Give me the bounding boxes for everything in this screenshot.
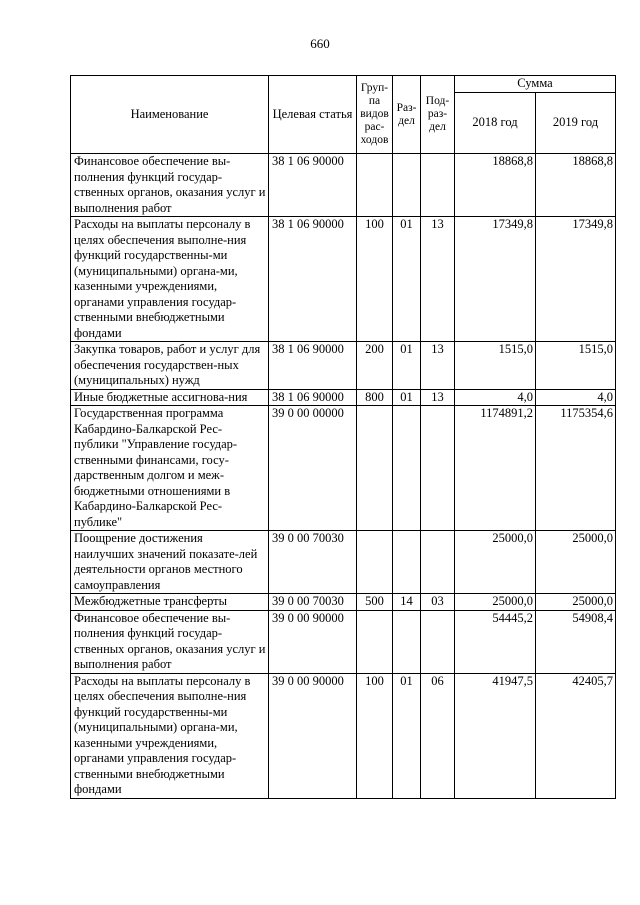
- row-section: [393, 610, 421, 673]
- row-sum-2019: 42405,7: [536, 673, 616, 798]
- row-subsection: 13: [421, 217, 455, 342]
- row-target: 38 1 06 90000: [269, 217, 357, 342]
- row-name: Расходы на выплаты персоналу в целях обеспечения выполне-ния функций государственны-ми (муниципальными) органа-ми, казенными учреждениями, органами управления государ-ственными внебюджетными фондами: [71, 673, 269, 798]
- row-subsection: [421, 406, 455, 531]
- row-sum-2018: 17349,8: [455, 217, 536, 342]
- row-subsection: [421, 610, 455, 673]
- row-sum-2018: 4,0: [455, 389, 536, 406]
- row-name: Иные бюджетные ассигнова-ния: [71, 389, 269, 406]
- row-subsection: 06: [421, 673, 455, 798]
- row-group: 500: [357, 594, 393, 611]
- row-sum-2018: 54445,2: [455, 610, 536, 673]
- header-section: Раз-дел: [393, 76, 421, 154]
- row-target: 39 0 00 70030: [269, 594, 357, 611]
- row-name: Государственная программа Кабардино-Балкарской Рес-публики "Управление государ-ственными финансами, госу-дарственным долгом и меж-бюджетными отношениями в Кабардино-Балкарской Рес-публике": [71, 406, 269, 531]
- table-row: [71, 342, 616, 390]
- row-sum-2019: 4,0: [536, 389, 616, 406]
- row-sum-2018: 25000,0: [455, 531, 536, 594]
- header-year-2019: 2019 год: [536, 93, 616, 154]
- row-name: Закупка товаров, работ и услуг для обеспечения государствен-ных (муниципальных) нужд: [71, 342, 269, 390]
- row-sum-2019: 17349,8: [536, 217, 616, 342]
- row-group: 100: [357, 217, 393, 342]
- row-sum-2019: 18868,8: [536, 154, 616, 217]
- row-section: [393, 406, 421, 531]
- row-group: 200: [357, 342, 393, 390]
- row-section: 01: [393, 342, 421, 390]
- header-year-2018: 2018 год: [455, 93, 536, 154]
- table-row: [71, 217, 616, 342]
- row-group: [357, 406, 393, 531]
- row-sum-2019: 25000,0: [536, 531, 616, 594]
- row-sum-2018: 41947,5: [455, 673, 536, 798]
- page-number: 660: [310, 36, 330, 51]
- header-target: Целевая статья: [269, 76, 357, 154]
- row-sum-2018: 25000,0: [455, 594, 536, 611]
- row-section: 01: [393, 389, 421, 406]
- row-group: 800: [357, 389, 393, 406]
- table-row: [71, 610, 616, 673]
- row-section: 14: [393, 594, 421, 611]
- row-section: 01: [393, 673, 421, 798]
- row-target: 38 1 06 90000: [269, 342, 357, 390]
- table-row: [71, 406, 616, 531]
- row-group: [357, 531, 393, 594]
- row-subsection: 13: [421, 342, 455, 390]
- budget-table: [70, 75, 616, 799]
- row-group: [357, 610, 393, 673]
- table-row: [71, 389, 616, 406]
- row-section: 01: [393, 217, 421, 342]
- row-subsection: [421, 154, 455, 217]
- header-subsection: Под-раз-дел: [421, 76, 455, 154]
- row-target: 38 1 06 90000: [269, 154, 357, 217]
- table-body: [71, 154, 616, 799]
- table-row: [71, 594, 616, 611]
- row-subsection: 13: [421, 389, 455, 406]
- table-row: [71, 673, 616, 798]
- row-target: 39 0 00 90000: [269, 673, 357, 798]
- row-name: Поощрение достижения наилучших значений показате-лей деятельности органов местного самоуправления: [71, 531, 269, 594]
- row-sum-2018: 1515,0: [455, 342, 536, 390]
- row-sum-2018: 1174891,2: [455, 406, 536, 531]
- row-sum-2019: 25000,0: [536, 594, 616, 611]
- row-target: 39 0 00 90000: [269, 610, 357, 673]
- header-name: Наименование: [71, 76, 269, 154]
- row-section: [393, 154, 421, 217]
- row-group: 100: [357, 673, 393, 798]
- row-section: [393, 531, 421, 594]
- row-name: Расходы на выплаты персоналу в целях обеспечения выполне-ния функций государственны-ми (муниципальными) органа-ми, казенными учреждениями, органами управления государ-ственными внебюджетными фондами: [71, 217, 269, 342]
- row-name: Финансовое обеспечение вы-полнения функций государ-ственных органов, оказания услуг и выполнения работ: [71, 610, 269, 673]
- row-sum-2019: 1515,0: [536, 342, 616, 390]
- header-group: Груп-па видов рас-ходов: [357, 76, 393, 154]
- table-header: [71, 76, 616, 154]
- table-row: [71, 531, 616, 594]
- row-name: Финансовое обеспечение вы-полнения функций государ-ственных органов, оказания услуг и выполнения работ: [71, 154, 269, 217]
- header-sum: Сумма: [455, 76, 616, 93]
- row-sum-2018: 18868,8: [455, 154, 536, 217]
- row-name: Межбюджетные трансферты: [71, 594, 269, 611]
- row-target: 39 0 00 00000: [269, 406, 357, 531]
- row-target: 38 1 06 90000: [269, 389, 357, 406]
- row-subsection: 03: [421, 594, 455, 611]
- row-group: [357, 154, 393, 217]
- table-row: [71, 154, 616, 217]
- row-sum-2019: 1175354,6: [536, 406, 616, 531]
- row-subsection: [421, 531, 455, 594]
- row-target: 39 0 00 70030: [269, 531, 357, 594]
- row-sum-2019: 54908,4: [536, 610, 616, 673]
